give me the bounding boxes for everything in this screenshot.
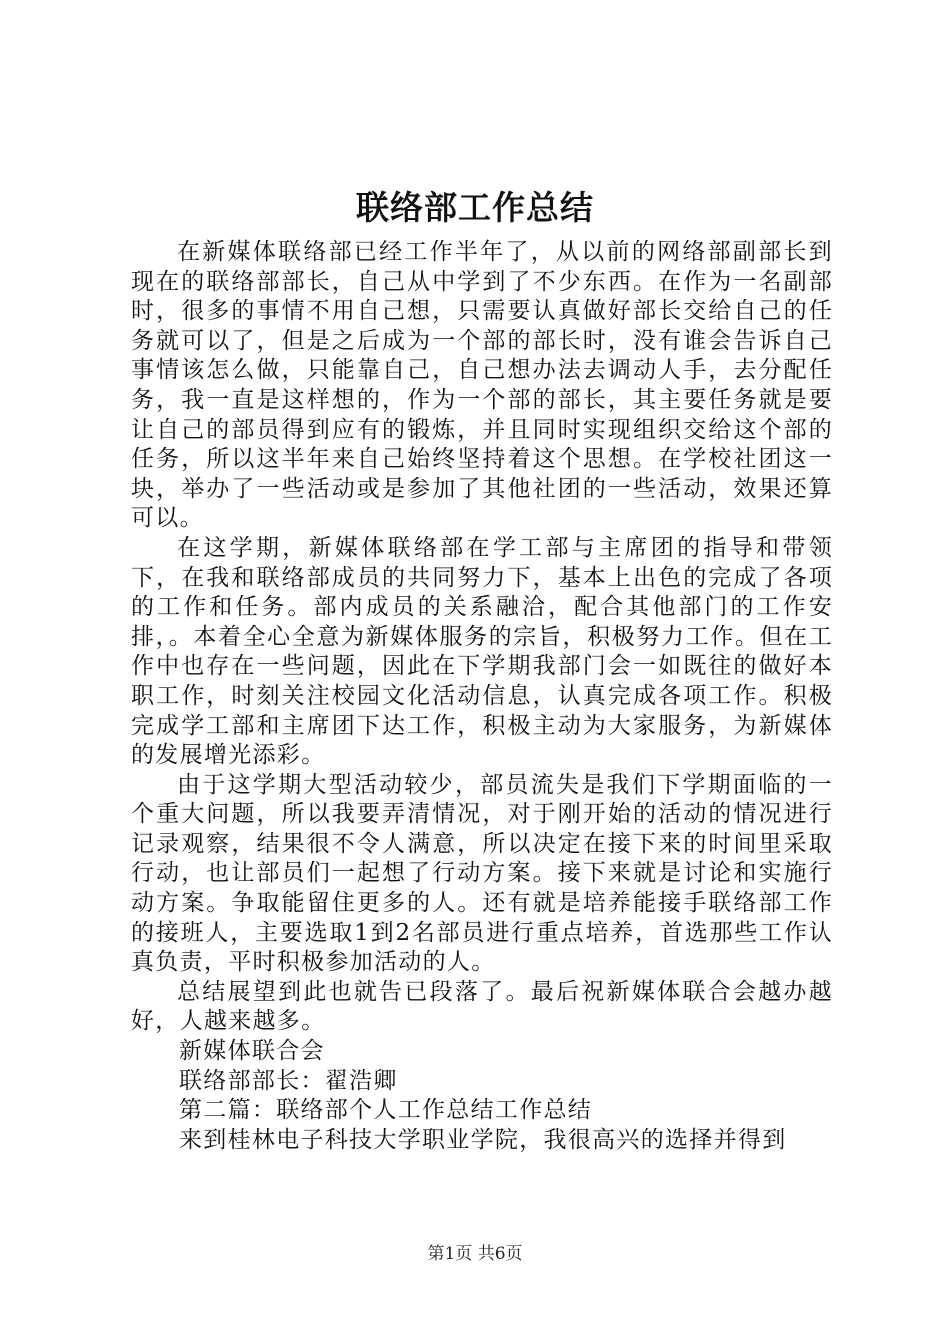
paragraph-4: 总结展望到此也就告已段落了。最后祝新媒体联合会越办越好，人越来越多。 — [131, 978, 833, 1035]
paragraph-2: 在这学期，新媒体联络部在学工部与主席团的指导和带领下，在我和联络部成员的共同努力下，基本上出色的完成了各项的工作和任务。部内成员的关系融洽，配合其他部门的工作安排，。本着全心全意为新媒体服务的宗旨，积极努力工作。但在工作中也存在一些问题，因此在下学期我部门会一如既往的做好本职工作，时刻关注校园文化活动信息，认真完成各项工作。积极完成学工部和主席团下达工作，积极主动为大家服务，为新媒体的发展增光添彩。 — [131, 534, 833, 769]
signature-person: 联络部部长：翟浩卿 — [179, 1067, 398, 1094]
paragraph-5: 来到桂林电子科技大学职业学院，我很高兴的选择并得到 — [179, 1126, 787, 1153]
page-title: 联络部工作总结 — [356, 188, 594, 227]
second-article-title: 第二篇：联络部个人工作总结工作总结 — [179, 1097, 593, 1124]
signature-organization: 新媒体联合会 — [179, 1038, 325, 1065]
document-body — [131, 238, 833, 1155]
page-footer: 第1页 共6页 — [427, 1244, 523, 1264]
paragraph-3: 由于这学期大型活动较少，部员流失是我们下学期面临的一个重大问题，所以我要弄清情况，对于刚开始的活动的情况进行记录观察，结果很不令人满意，所以决定在接下来的时间里采取行动，也让部员们一起想了行动方案。接下来就是讨论和实施行动方案。争取能留住更多的人。还有就是培养能接手联络部工作的接班人，主要选取1到2名部员进行重点培养，首选那些工作认真负责，平时积极参加活动的人。 — [131, 771, 833, 976]
paragraph-1: 在新媒体联络部已经工作半年了，从以前的网络部副部长到现在的联络部部长，自己从中学到了不少东西。在作为一名副部时，很多的事情不用自己想，只需要认真做好部长交给自己的任务就可以了，但是之后成为一个部的部长时，没有谁会告诉自己事情该怎么做，只能靠自己，自己想办法去调动人手，去分配任务，我一直是这样想的，作为一个部的部长，其主要任务就是要让自己的部员得到应有的锻炼，并且同时实现组织交给这个部的任务，所以这半年来自己始终坚持着这个思想。在学校社团这一块，举办了一些活动或是参加了其他社团的一些活动，效果还算可以。 — [131, 239, 833, 532]
